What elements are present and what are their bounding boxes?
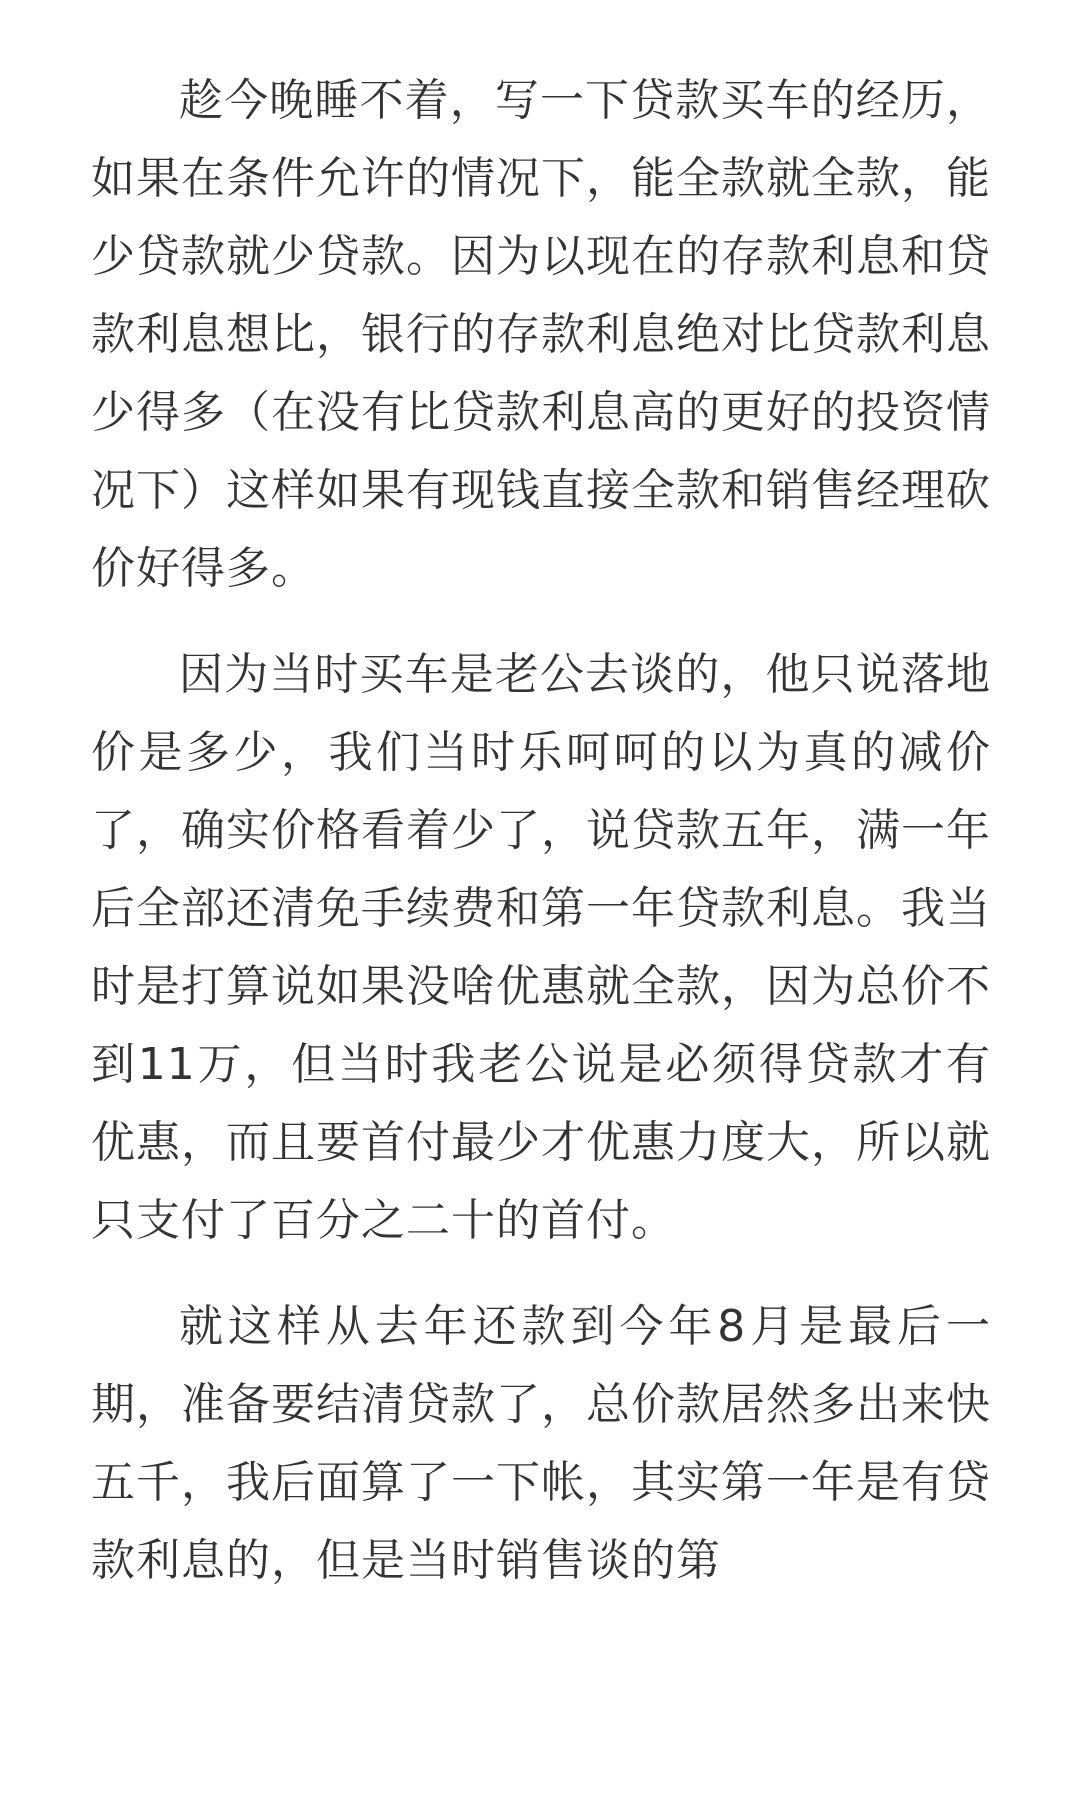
paragraph-1: 趁今晚睡不着，写一下贷款买车的经历，如果在条件允许的情况下，能全款就全款，能少贷款就少贷款。因为以现在的存款利息和贷款利息想比，银行的存款利息绝对比贷款利息少得多（在没有比贷款利息高的更好的投资情况下）这样如果有现钱直接全款和销售经理砍价好得多。 xyxy=(91,75,991,594)
paragraph-2: 因为当时买车是老公去谈的，他只说落地价是多少，我们当时乐呵呵的以为真的减价了，确实价格看着少了，说贷款五年，满一年后全部还清免手续费和第一年贷款利息。我当时是打算说如果没啥优惠就全款，因为总价不到11万，但当时我老公说是必须得贷款才有优惠，而且要首付最少才优惠力度大，所以就只支付了百分之二十的首付。 xyxy=(91,649,991,1246)
paragraph-3: 就这样从去年还款到今年8月是最后一期，准备要结清贷款了，总价款居然多出来快五千，我后面算了一下帐，其实第一年是有贷款利息的，但是当时销售谈的第 xyxy=(91,1301,991,1586)
article-body xyxy=(91,62,991,1628)
